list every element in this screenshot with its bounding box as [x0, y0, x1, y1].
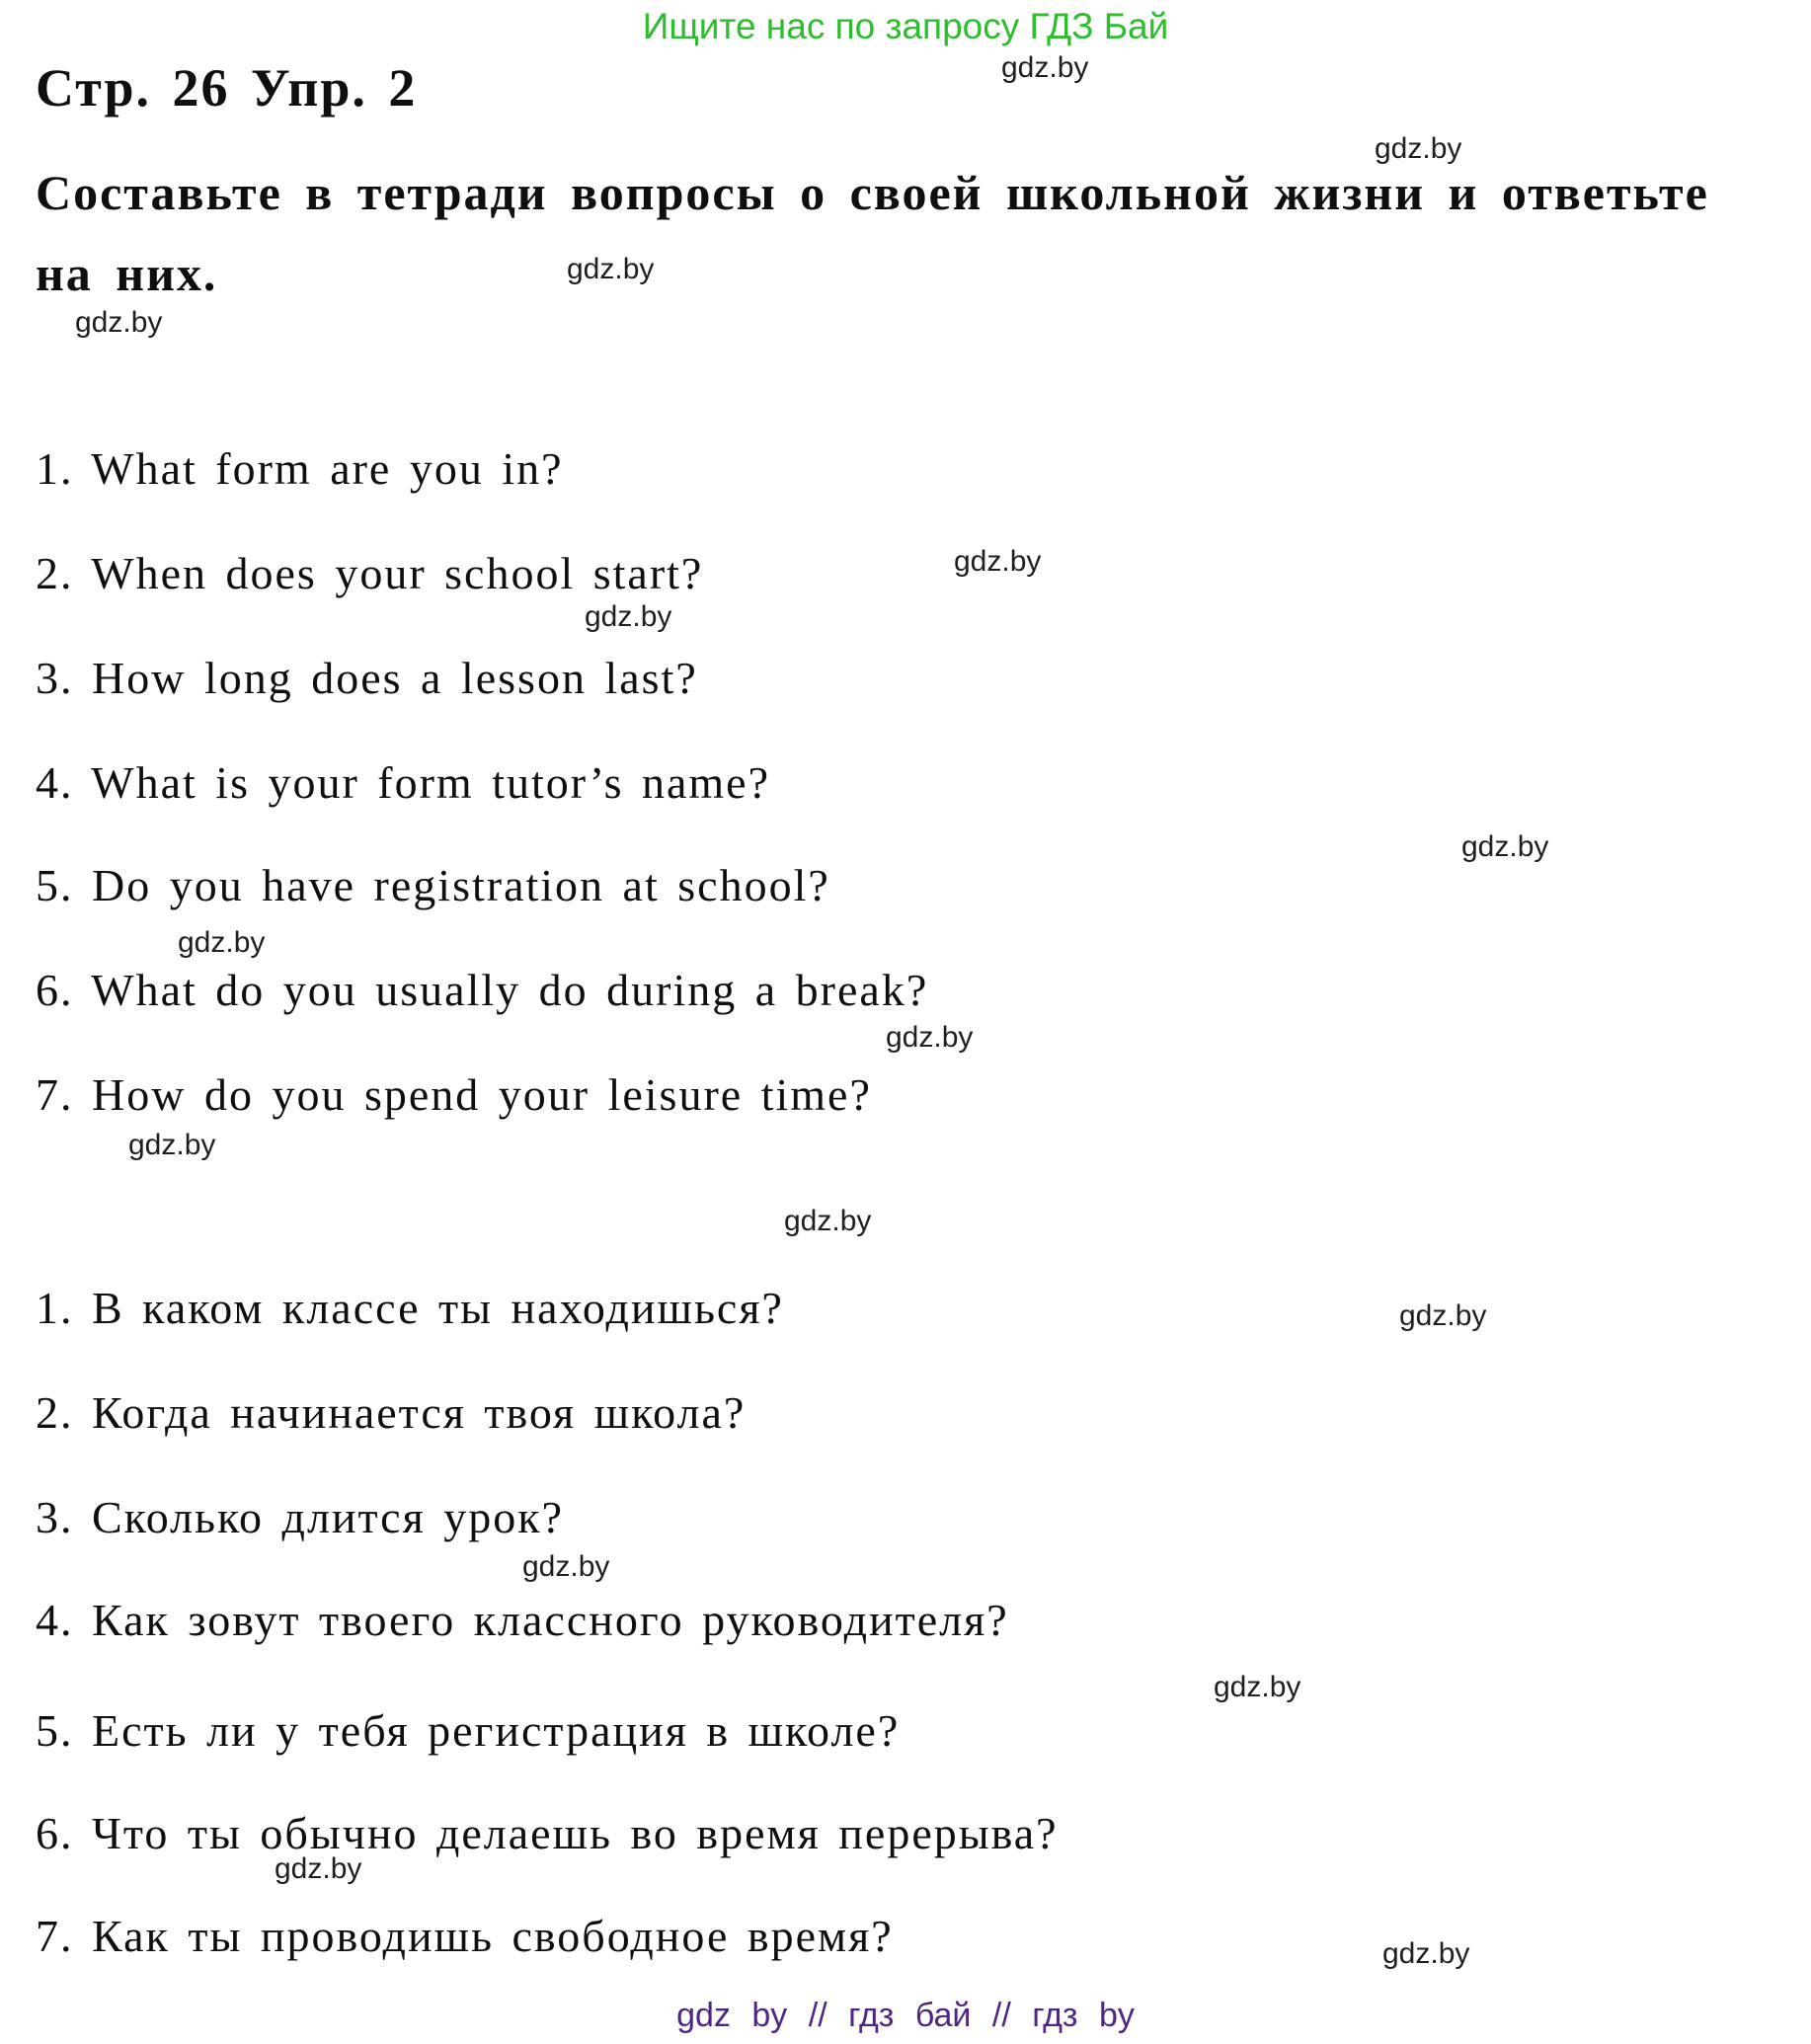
footer-watermark: gdz by // гдз бай // гдз by [676, 1997, 1135, 2034]
watermark-gdz: gdz.by [886, 1021, 974, 1054]
watermark-gdz: gdz.by [128, 1129, 216, 1161]
question-en-2: 2. When does your school start? [36, 548, 704, 598]
question-en-3: 3. How long does a lesson last? [36, 653, 698, 703]
watermark-gdz: gdz.by [585, 600, 672, 633]
watermark-gdz: gdz.by [1461, 830, 1549, 863]
watermark-gdz: gdz.by [75, 306, 163, 339]
question-ru-1: 1. В каком классе ты находишься? [36, 1283, 784, 1333]
watermark-gdz: gdz.by [784, 1205, 872, 1237]
watermark-gdz: gdz.by [275, 1852, 362, 1885]
watermark-gdz: gdz.by [1375, 132, 1462, 165]
question-ru-2: 2. Когда начинается твоя школа? [36, 1387, 747, 1438]
watermark-gdz: gdz.by [954, 545, 1042, 578]
question-ru-5: 5. Есть ли у тебя регистрация в школе? [36, 1705, 901, 1756]
question-ru-3: 3. Сколько длится урок? [36, 1492, 565, 1542]
question-ru-7: 7. Как ты проводишь свободное время? [36, 1911, 894, 1961]
promo-banner: Ищите нас по запросу ГДЗ Бай [642, 6, 1169, 46]
watermark-gdz: gdz.by [522, 1550, 610, 1583]
task-heading-line-1: Составьте в тетради вопросы о своей школьной жизни и ответьте [36, 165, 1709, 220]
watermark-gdz: gdz.by [1399, 1299, 1487, 1332]
question-en-7: 7. How do you spend your leisure time? [36, 1069, 872, 1120]
question-en-1: 1. What form are you in? [36, 443, 564, 494]
watermark-gdz: gdz.by [1382, 1937, 1470, 1970]
watermark-gdz: gdz.by [1001, 51, 1089, 84]
watermark-gdz: gdz.by [1214, 1671, 1301, 1703]
question-ru-6: 6. Что ты обычно делаешь во время перерыва? [36, 1808, 1059, 1858]
question-en-6: 6. What do you usually do during a break? [36, 965, 929, 1015]
question-ru-4: 4. Как зовут твоего классного руководителя? [36, 1595, 1009, 1645]
question-en-4: 4. What is your form tutor’s name? [36, 757, 770, 808]
watermark-gdz: gdz.by [178, 926, 266, 959]
task-heading-line-2: на них. [36, 246, 218, 301]
page-title: Стр. 26 Упр. 2 [36, 58, 418, 118]
question-en-5: 5. Do you have registration at school? [36, 860, 830, 910]
watermark-gdz: gdz.by [567, 253, 655, 285]
